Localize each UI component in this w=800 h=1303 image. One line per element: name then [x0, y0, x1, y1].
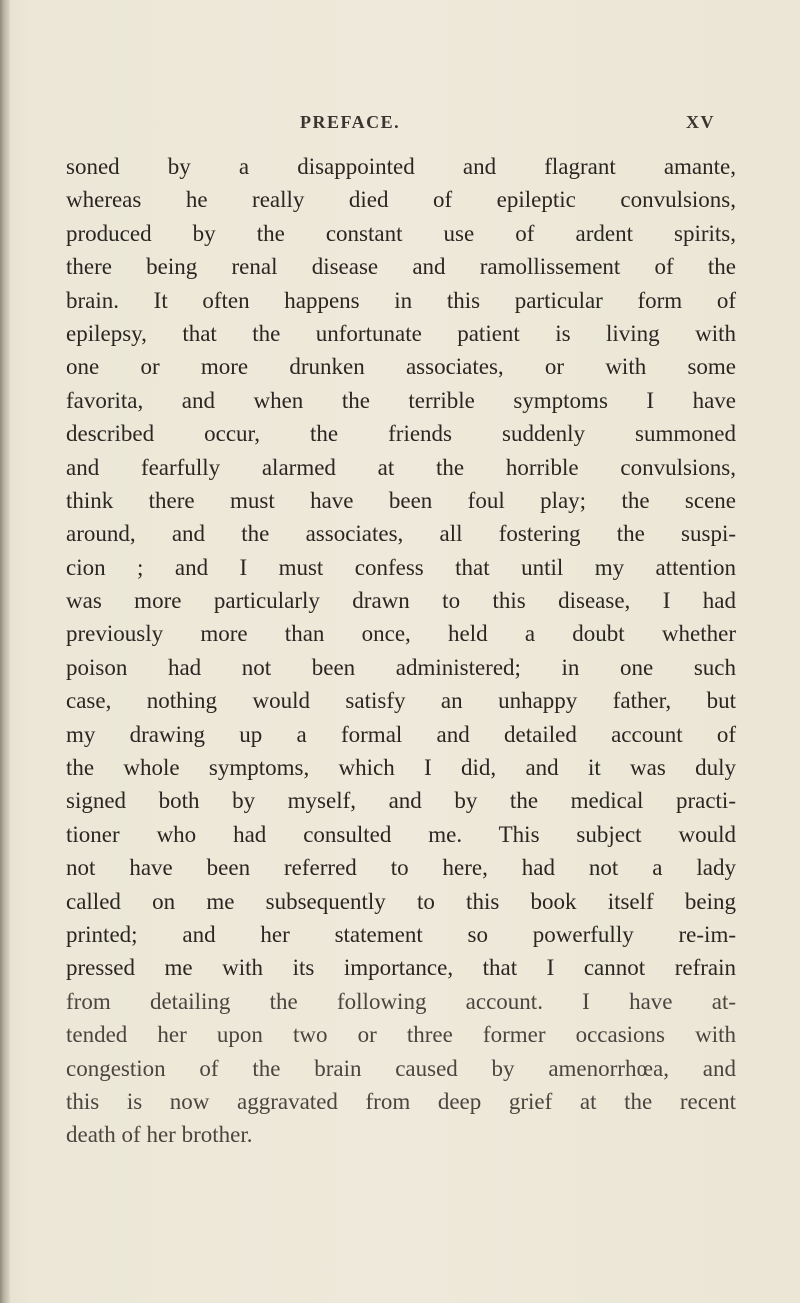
body-text — [66, 150, 736, 1152]
text-line: brain. It often happens in this particular form of — [66, 287, 736, 313]
text-line: was more particularly drawn to this disease, I had — [66, 588, 736, 614]
text-line: congestion of the brain caused by amenorrhœa, and — [66, 1055, 736, 1081]
text-line: cion ; and I must confess that until my attention — [66, 554, 736, 580]
text-line: tioner who had consulted me. This subject would — [66, 821, 736, 847]
text-line: case, nothing would satisfy an unhappy father, but — [66, 688, 736, 714]
text-line: the whole symptoms, which I did, and it was duly — [66, 755, 736, 781]
text-line: produced by the constant use of ardent spirits, — [66, 220, 736, 246]
page-number: XV — [686, 112, 715, 132]
text-line: this is now aggravated from deep grief at the recent — [66, 1088, 736, 1114]
text-line: called on me subsequently to this book itself being — [66, 888, 736, 914]
text-line: printed; and her statement so powerfully re-im- — [66, 921, 736, 947]
text-line: around, and the associates, all fostering the suspi- — [66, 521, 736, 547]
text-line: pressed me with its importance, that I cannot refrain — [66, 955, 736, 981]
text-line: soned by a disappointed and flagrant amante, — [66, 154, 736, 179]
text-line: whereas he really died of epileptic convulsions, — [66, 187, 736, 213]
text-line: favorita, and when the terrible symptoms I have — [66, 387, 736, 413]
text-line: signed both by myself, and by the medical practi- — [66, 788, 736, 814]
header-title: PREFACE. — [300, 112, 401, 132]
text-line: poison had not been administered; in one such — [66, 654, 736, 680]
text-line: from detailing the following account. I have at- — [66, 988, 736, 1014]
text-line: my drawing up a formal and detailed account of — [66, 721, 736, 747]
text-line: epilepsy, that the unfortunate patient is living with — [66, 320, 736, 346]
text-line: one or more drunken associates, or with some — [66, 354, 736, 380]
text-line: described occur, the friends suddenly summoned — [66, 421, 736, 447]
text-line: think there must have been foul play; the scene — [66, 487, 736, 513]
text-line: previously more than once, held a doubt whether — [66, 621, 736, 647]
running-header — [0, 112, 800, 136]
text-line: death of her brother. — [66, 1122, 253, 1148]
text-line: not have been referred to here, had not a lady — [66, 855, 736, 881]
text-line: tended her upon two or three former occasions with — [66, 1022, 736, 1048]
text-line: and fearfully alarmed at the horrible convulsions, — [66, 454, 736, 480]
text-line: there being renal disease and ramollissement of the — [66, 254, 736, 280]
page-gutter — [0, 0, 10, 1303]
